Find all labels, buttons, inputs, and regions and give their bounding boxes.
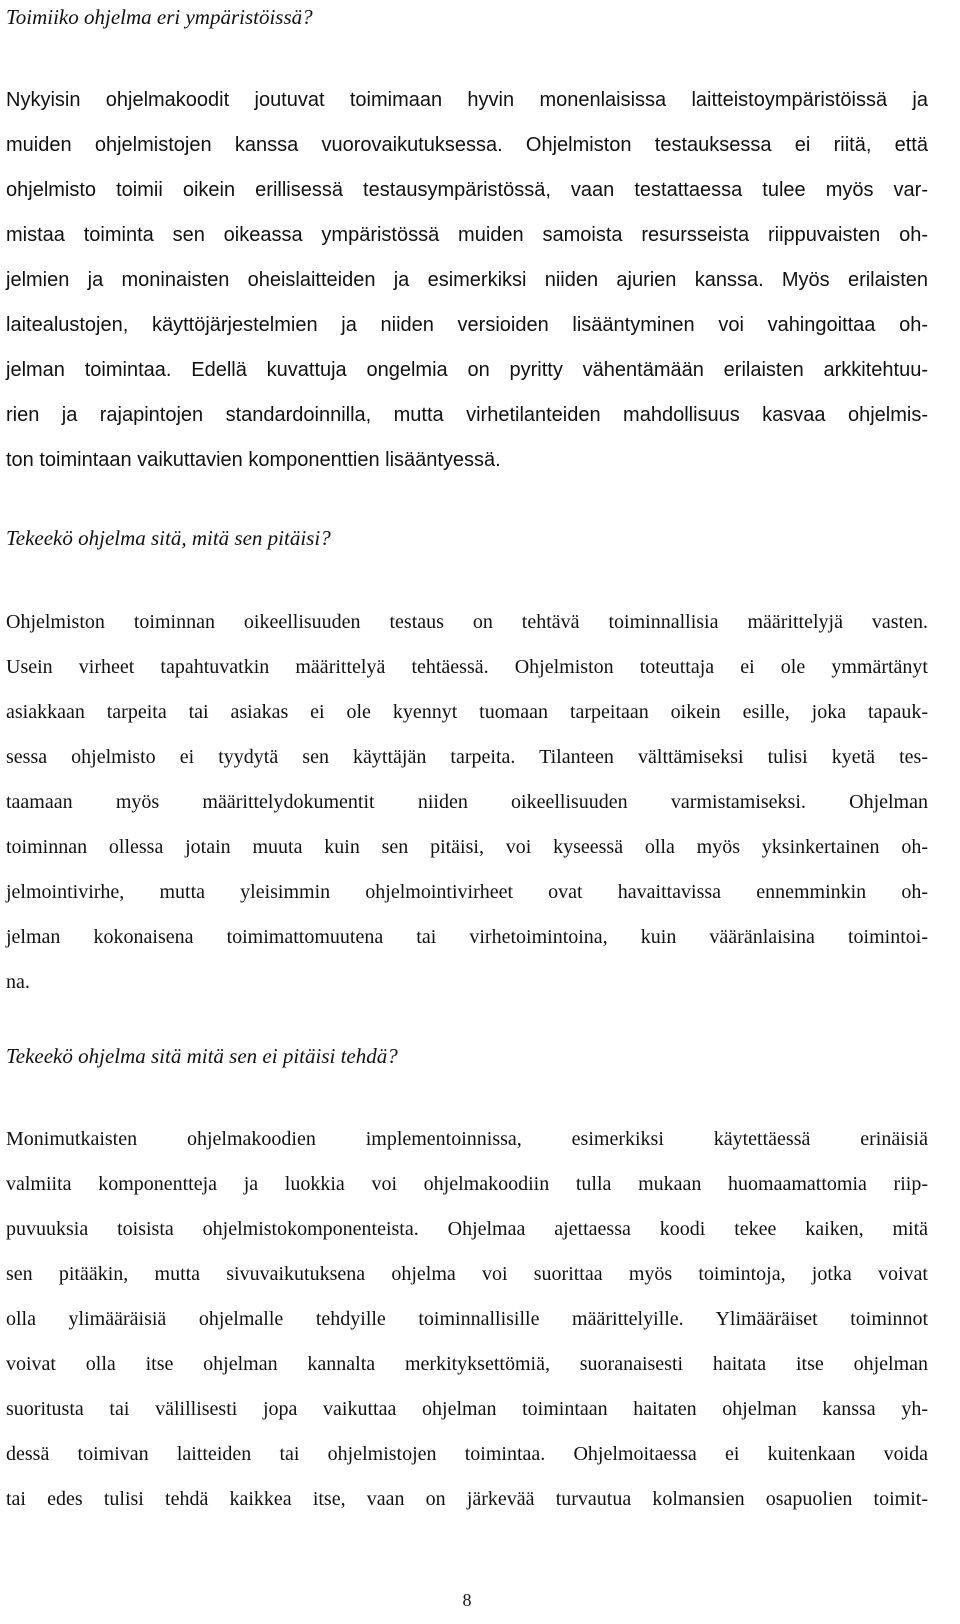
page-number: 8 — [462, 1590, 472, 1610]
paragraph-line: jelman kokonaisena toimimattomuutena tai virhetoimintoina, kuin vääränlaisina toimintoi- — [6, 926, 928, 948]
paragraph-line: puvuuksia toisista ohjelmistokomponenteista. Ohjelmaa ajettaessa koodi tekee kaiken, mitä — [6, 1218, 928, 1240]
paragraph-line: na. — [6, 971, 30, 993]
section-heading-environments: Toimiiko ohjelma eri ympäristöissä? — [6, 5, 313, 29]
paragraph-line: taamaan myös määrittelydokumentit niiden oikeellisuuden varmistamiseksi. Ohjelman — [6, 791, 928, 813]
paragraph-line: ohjelmisto toimii oikein erillisessä testausympäristössä, vaan testattaessa tulee myös var- — [6, 179, 928, 201]
paragraph-line: jelmien ja moninaisten oheislaitteiden ja esimerkiksi niiden ajurien kanssa. Myös erilaisten — [6, 269, 928, 291]
paragraph-line: ton toimintaan vaikuttavien komponenttien lisääntyessä. — [6, 449, 501, 471]
paragraph-correctness — [6, 600, 928, 1005]
section-heading-correctness: Tekeekö ohjelma sitä, mitä sen pitäisi? — [6, 526, 331, 550]
paragraph-line: suoritusta tai välillisesti jopa vaikuttaa ohjelman toimintaan haitaten ohjelman kanssa yh- — [6, 1398, 928, 1420]
paragraph-line: olla ylimääräisiä ohjelmalle tehdyille toiminnallisille määrittelyille. Ylimääräiset toiminnot — [6, 1308, 928, 1330]
paragraph-line: rien ja rajapintojen standardoinnilla, mutta virhetilanteiden mahdollisuus kasvaa ohjelmis- — [6, 404, 928, 426]
paragraph-side-effects — [6, 1117, 928, 1522]
paragraph-line: Nykyisin ohjelmakoodit joutuvat toimimaan hyvin monenlaisissa laitteistoympäristöissä ja — [6, 89, 928, 111]
paragraph-line: voivat olla itse ohjelman kannalta merkityksettömiä, suoranaisesti haitata itse ohjelman — [6, 1353, 928, 1375]
paragraph-line: jelmointivirhe, mutta yleisimmin ohjelmointivirheet ovat havaittavissa ennemminkin oh- — [6, 881, 928, 903]
paragraph-line: dessä toimivan laitteiden tai ohjelmistojen toimintaa. Ohjelmoitaessa ei kuitenkaan voida — [6, 1443, 928, 1465]
paragraph-line: muiden ohjelmistojen kanssa vuorovaikutuksessa. Ohjelmiston testauksessa ei riitä, että — [6, 134, 928, 156]
paragraph-line: Usein virheet tapahtuvatkin määrittelyä tehtäessä. Ohjelmiston toteuttaja ei ole ymmärtänyt — [6, 656, 928, 678]
paragraph-line: Monimutkaisten ohjelmakoodien implementoinnissa, esimerkiksi käytettäessä erinäisiä — [6, 1128, 928, 1150]
paragraph-line: valmiita komponentteja ja luokkia voi ohjelmakoodiin tulla mukaan huomaamattomia riip- — [6, 1173, 928, 1195]
paragraph-line: sen pitääkin, mutta sivuvaikutuksena ohjelma voi suorittaa myös toimintoja, jotka voivat — [6, 1263, 928, 1285]
paragraph-line: Ohjelmiston toiminnan oikeellisuuden testaus on tehtävä toiminnallisia määrittelyjä vasten. — [6, 611, 928, 633]
paragraph-line: toiminnan ollessa jotain muuta kuin sen pitäisi, voi kyseessä olla myös yksinkertainen oh- — [6, 836, 928, 858]
paragraph-line: sessa ohjelmisto ei tyydytä sen käyttäjän tarpeita. Tilanteen välttämiseksi tulisi kyetä tes- — [6, 746, 928, 768]
paragraph-line: laitealustojen, käyttöjärjestelmien ja niiden versioiden lisääntyminen voi vahingoittaa oh- — [6, 314, 928, 336]
paragraph-line: asiakkaan tarpeita tai asiakas ei ole kyennyt tuomaan tarpeitaan oikein esille, joka tapauk- — [6, 701, 928, 723]
paragraph-environments — [6, 78, 928, 483]
paragraph-line: mistaa toiminta sen oikeassa ympäristössä muiden samoista resursseista riippuvaisten oh- — [6, 224, 928, 246]
paragraph-line: jelman toimintaa. Edellä kuvattuja ongelmia on pyritty vähentämään erilaisten arkkitehtuu- — [6, 359, 928, 381]
paragraph-line: tai edes tulisi tehdä kaikkea itse, vaan on järkevää turvautua kolmansien osapuolien toimit- — [6, 1488, 928, 1510]
section-heading-side-effects: Tekeekö ohjelma sitä mitä sen ei pitäisi tehdä? — [6, 1044, 398, 1068]
